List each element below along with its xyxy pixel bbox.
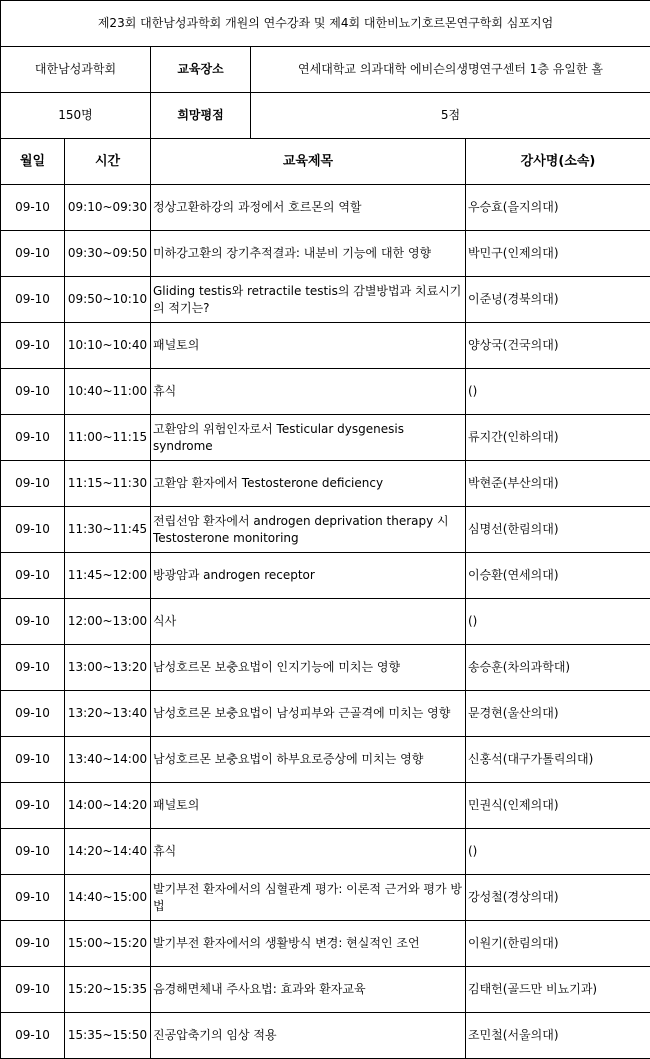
cell-time: 14:20~14:40 (65, 829, 151, 875)
capacity-value: 150명 (1, 93, 151, 139)
cell-time: 13:20~13:40 (65, 691, 151, 737)
cell-time: 11:00~11:15 (65, 415, 151, 461)
cell-date: 09-10 (1, 967, 65, 1013)
table-row (1, 1013, 650, 1059)
info-row-venue (1, 47, 650, 93)
cell-date: 09-10 (1, 691, 65, 737)
info-row-capacity (1, 93, 650, 139)
table-row (1, 737, 650, 783)
cell-speaker: 강성철(경상의대) (466, 875, 650, 921)
cell-topic: 발기부전 환자에서의 생활방식 변경: 현실적인 조언 (151, 921, 466, 967)
cell-time: 13:40~14:00 (65, 737, 151, 783)
organizer: 대한남성과학회 (1, 47, 151, 93)
table-row (1, 507, 650, 553)
cell-date: 09-10 (1, 415, 65, 461)
cell-speaker: 이승환(연세의대) (466, 553, 650, 599)
page-title: 제23회 대한남성과학회 개원의 연수강좌 및 제4회 대한비뇨기호르몬연구학회 심포지엄 (1, 1, 650, 47)
table-row (1, 921, 650, 967)
cell-speaker: 양상국(건국의대) (466, 323, 650, 369)
cell-date: 09-10 (1, 323, 65, 369)
cell-speaker: 문경현(울산의대) (466, 691, 650, 737)
cell-time: 09:10~09:30 (65, 185, 151, 231)
table-row (1, 875, 650, 921)
cell-date: 09-10 (1, 461, 65, 507)
cell-topic: 음경해면체내 주사요법: 효과와 환자교육 (151, 967, 466, 1013)
cell-time: 11:15~11:30 (65, 461, 151, 507)
column-header-speaker: 강사명(소속) (466, 139, 650, 185)
cell-time: 10:40~11:00 (65, 369, 151, 415)
cell-speaker: 박현준(부산의대) (466, 461, 650, 507)
cell-time: 13:00~13:20 (65, 645, 151, 691)
table-row (1, 829, 650, 875)
cell-speaker: 박민구(인제의대) (466, 231, 650, 277)
cell-date: 09-10 (1, 231, 65, 277)
cell-time: 15:00~15:20 (65, 921, 151, 967)
table-row (1, 599, 650, 645)
cell-time: 14:00~14:20 (65, 783, 151, 829)
cell-time: 15:35~15:50 (65, 1013, 151, 1059)
cell-time: 09:50~10:10 (65, 277, 151, 323)
table-row (1, 783, 650, 829)
cell-time: 15:20~15:35 (65, 967, 151, 1013)
cell-date: 09-10 (1, 185, 65, 231)
cell-speaker: 류지간(인하의대) (466, 415, 650, 461)
cell-topic: 미하강고환의 장기추적결과: 내분비 기능에 대한 영향 (151, 231, 466, 277)
column-header-date: 월일 (1, 139, 65, 185)
cell-topic: Gliding testis와 retractile testis의 감별방법과 치료시기의 적기는? (151, 277, 466, 323)
cell-topic: 진공압축기의 임상 적용 (151, 1013, 466, 1059)
cell-topic: 정상고환하강의 과정에서 호르몬의 역할 (151, 185, 466, 231)
cell-date: 09-10 (1, 645, 65, 691)
venue-label: 교육장소 (151, 47, 251, 93)
cell-date: 09-10 (1, 737, 65, 783)
cell-topic: 휴식 (151, 369, 466, 415)
cell-time: 14:40~15:00 (65, 875, 151, 921)
cell-date: 09-10 (1, 599, 65, 645)
cell-topic: 고환암의 위험인자로서 Testicular dysgenesis syndrome (151, 415, 466, 461)
cell-topic: 방광암과 androgen receptor (151, 553, 466, 599)
cell-topic: 발기부전 환자에서의 심혈관계 평가: 이론적 근거와 평가 방법 (151, 875, 466, 921)
cell-date: 09-10 (1, 507, 65, 553)
cell-topic: 남성호르몬 보충요법이 남성피부와 근골격에 미치는 영향 (151, 691, 466, 737)
table-row (1, 415, 650, 461)
table-row (1, 461, 650, 507)
cell-speaker: () (466, 369, 650, 415)
table-row (1, 369, 650, 415)
cell-topic: 남성호르몬 보충요법이 하부요로증상에 미치는 영향 (151, 737, 466, 783)
cell-date: 09-10 (1, 277, 65, 323)
cell-speaker: 송승훈(차의과학대) (466, 645, 650, 691)
cell-time: 09:30~09:50 (65, 231, 151, 277)
cell-time: 10:10~10:40 (65, 323, 151, 369)
cell-speaker: 김태헌(골드만 비뇨기과) (466, 967, 650, 1013)
cell-topic: 남성호르몬 보충요법이 인지기능에 미치는 영향 (151, 645, 466, 691)
cell-date: 09-10 (1, 921, 65, 967)
cell-speaker: 심명선(한림의대) (466, 507, 650, 553)
venue-value: 연세대학교 의과대학 에비슨의생명연구센터 1층 유일한 홀 (251, 47, 650, 93)
cell-date: 09-10 (1, 783, 65, 829)
cell-date: 09-10 (1, 369, 65, 415)
column-header-time: 시간 (65, 139, 151, 185)
table-row (1, 553, 650, 599)
cell-speaker: () (466, 599, 650, 645)
points-value: 5점 (251, 93, 650, 139)
points-label: 희망평점 (151, 93, 251, 139)
cell-speaker: 우승효(을지의대) (466, 185, 650, 231)
column-header-row (1, 139, 650, 185)
cell-topic: 패널토의 (151, 783, 466, 829)
title-row (1, 1, 650, 47)
cell-topic: 휴식 (151, 829, 466, 875)
cell-topic: 식사 (151, 599, 466, 645)
cell-time: 11:45~12:00 (65, 553, 151, 599)
cell-speaker: 이원기(한림의대) (466, 921, 650, 967)
table-row (1, 691, 650, 737)
cell-date: 09-10 (1, 1013, 65, 1059)
cell-time: 12:00~13:00 (65, 599, 151, 645)
column-header-topic: 교육제목 (151, 139, 466, 185)
cell-time: 11:30~11:45 (65, 507, 151, 553)
table-row (1, 323, 650, 369)
cell-date: 09-10 (1, 829, 65, 875)
table-row (1, 277, 650, 323)
cell-speaker: () (466, 829, 650, 875)
cell-speaker: 이준녕(경북의대) (466, 277, 650, 323)
cell-topic: 전립선암 환자에서 androgen deprivation therapy 시 Testosterone monitoring (151, 507, 466, 553)
table-row (1, 231, 650, 277)
table-row (1, 967, 650, 1013)
cell-topic: 고환암 환자에서 Testosterone deficiency (151, 461, 466, 507)
table-row (1, 185, 650, 231)
cell-date: 09-10 (1, 553, 65, 599)
cell-speaker: 민권식(인제의대) (466, 783, 650, 829)
cell-date: 09-10 (1, 875, 65, 921)
table-row (1, 645, 650, 691)
cell-speaker: 조민철(서울의대) (466, 1013, 650, 1059)
cell-topic: 패널토의 (151, 323, 466, 369)
cell-speaker: 신홍석(대구가톨릭의대) (466, 737, 650, 783)
